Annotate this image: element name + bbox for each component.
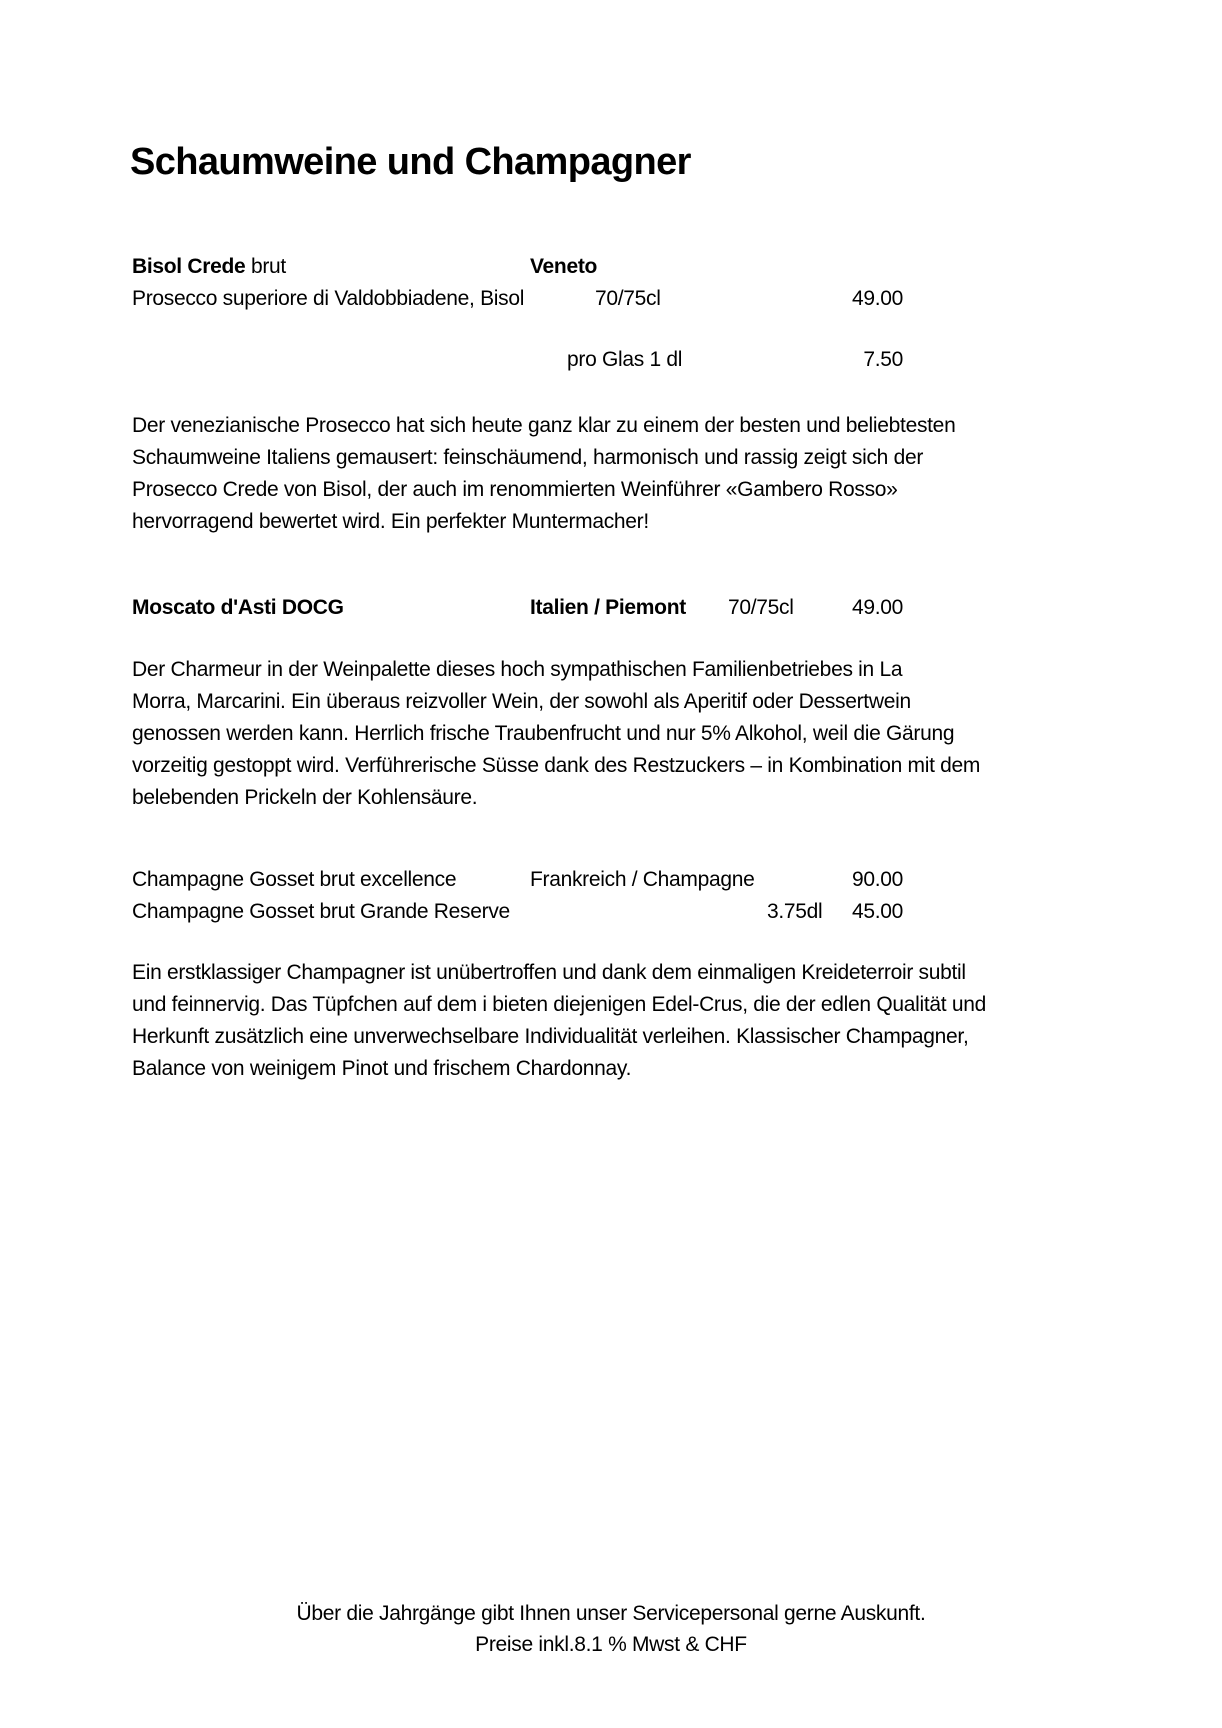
description-line: Herkunft zusätzlich eine unverwechselbare Individualität verleihen. Klassischer Champagner, [132,1025,969,1048]
wine-name-moscato: Moscato d'Asti DOCG [132,596,344,619]
wine-name-gosset-1: Champagne Gosset brut excellence [132,868,457,891]
wine-description-moscato [132,654,992,814]
wine-size-moscato: 70/75cl [728,596,794,619]
wine-description-gosset [132,957,992,1085]
wine-price-bisol: 49.00 [851,287,903,310]
description-line: und feinnervig. Das Tüpfchen auf dem i bieten diejenigen Edel-Crus, die der edlen Qualität und [132,993,986,1016]
description-line: genossen werden kann. Herrlich frische Traubenfrucht und nur 5% Alkohol, weil die Gärung [132,722,955,745]
description-line: Morra, Marcarini. Ein überaus reizvoller Wein, der sowohl als Aperitif oder Dessertwein [132,690,911,713]
wine-name-bisol-suffix: brut [245,255,286,278]
wine-region-moscato: Italien / Piemont [530,596,686,619]
footer-service-note: Über die Jahrgänge gibt Ihnen unser Servicepersonal gerne Auskunft. [296,1602,926,1625]
glass-price-bisol: 7.50 [863,348,903,371]
wine-description-bisol [132,410,992,538]
wine-region-bisol: Veneto [530,255,598,278]
wine-size-bisol: 70/75cl [595,287,661,310]
wine-price-moscato: 49.00 [851,596,903,619]
wine-size-gosset-2: 3.75dl [767,900,823,923]
wine-name-bisol-bold: Bisol Crede [132,255,246,278]
description-line: belebenden Prickeln der Kohlensäure. [132,786,478,809]
wine-name-gosset-2: Champagne Gosset brut Grande Reserve [132,900,510,923]
description-line: Ein erstklassiger Champagner ist unübertroffen und dank dem einmaligen Kreideterroir subtil [132,961,966,984]
description-line: Der venezianische Prosecco hat sich heute ganz klar zu einem der besten und beliebtesten [132,414,956,437]
description-line: vorzeitig gestoppt wird. Verführerische Süsse dank des Restzuckers – in Kombination mit dem [132,754,981,777]
description-line: Schaumweine Italiens gemausert: feinschäumend, harmonisch und rassig zeigt sich der [132,446,924,469]
wine-region-gosset: Frankreich / Champagne [530,868,755,891]
wine-price-gosset-1: 90.00 [851,868,903,891]
description-line: Prosecco Crede von Bisol, der auch im renommierten Weinführer «Gambero Rosso» [132,478,898,501]
description-line: Balance von weinigem Pinot und frischem Chardonnay. [132,1057,632,1080]
description-line: Der Charmeur in der Weinpalette dieses hoch sympathischen Familienbetriebes in La [132,658,903,681]
wine-price-gosset-2: 45.00 [851,900,903,923]
wine-name-bisol [132,251,286,283]
wine-product-bisol: Prosecco superiore di Valdobbiadene, Bisol [132,287,525,310]
description-line: hervorragend bewertet wird. Ein perfekter Muntermacher! [132,510,649,533]
page-title: Schaumweine und Champagner [130,141,691,183]
footer-price-note: Preise inkl.8.1 % Mwst & CHF [475,1633,747,1656]
glass-label-bisol: pro Glas 1 dl [567,348,683,371]
